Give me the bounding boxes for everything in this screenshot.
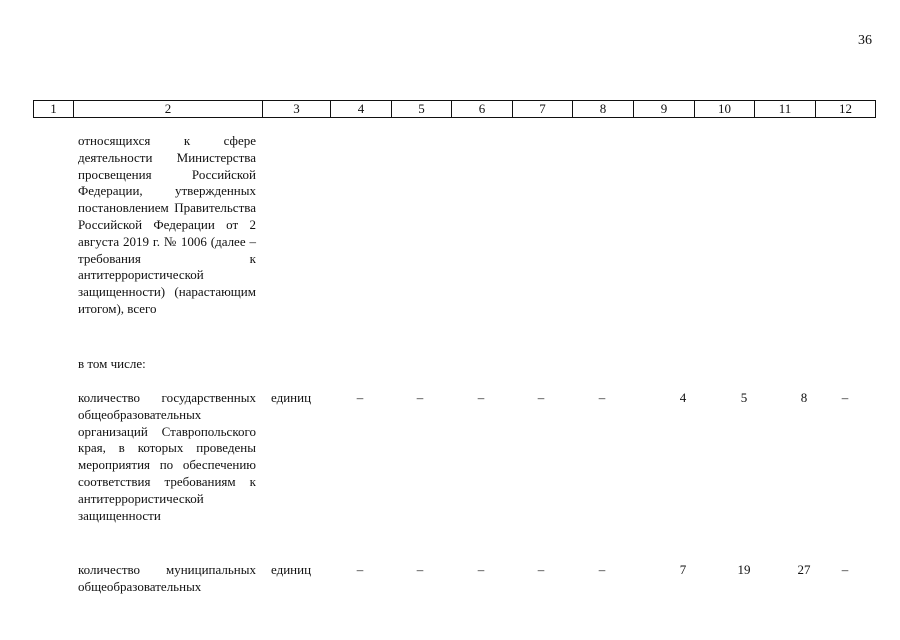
column-number-7: 7 (513, 101, 573, 118)
row-value-col11: 27 (797, 562, 811, 577)
column-number-8: 8 (573, 101, 634, 118)
row-value-col8: – (598, 562, 606, 577)
column-number-header (33, 100, 876, 118)
subheading-text: в том числе: (78, 356, 146, 371)
page-number: 36 (858, 33, 872, 48)
row-value-col12: – (841, 390, 849, 405)
column-number-10: 10 (695, 101, 755, 118)
row-value-col10: 5 (740, 390, 748, 405)
column-number-3: 3 (263, 101, 331, 118)
column-number-9: 9 (634, 101, 695, 118)
row-value-col10: 19 (737, 562, 751, 577)
column-number-12: 12 (816, 101, 876, 118)
column-number-5: 5 (392, 101, 452, 118)
continuation-text: относящихся к сфере деятельности Министерства просвещения Российской Федерации, утвержденных постановлением Правительства Российской Федерации от 2 августа 2019 г. № 1006 (далее – требования к антитеррористической защищенности) (нарастающим итогом), всего (78, 133, 256, 316)
row-value-col5: – (416, 390, 424, 405)
row-description: количество муниципальных общеобразовательных (78, 562, 256, 594)
row-value-col9: 7 (679, 562, 687, 577)
column-number-1: 1 (34, 101, 74, 118)
row-value-col11: 8 (800, 390, 808, 405)
row-value-col7: – (537, 390, 545, 405)
column-number-4: 4 (331, 101, 392, 118)
row-value-col6: – (477, 562, 485, 577)
row-value-col12: – (841, 562, 849, 577)
row-value-col4: – (356, 390, 364, 405)
column-number-6: 6 (452, 101, 513, 118)
row-value-col4: – (356, 562, 364, 577)
row-description: количество государственных общеобразовательных организаций Ставропольского края, в которых проведены мероприятия по обеспечению соответствия требованиям к антитеррористической защищенности (78, 390, 256, 523)
row-value-col8: – (598, 390, 606, 405)
row-value-col6: – (477, 390, 485, 405)
row-unit: единиц (271, 390, 312, 405)
row-value-col5: – (416, 562, 424, 577)
column-number-2: 2 (74, 101, 263, 118)
column-number-11: 11 (755, 101, 816, 118)
row-value-col9: 4 (679, 390, 687, 405)
row-value-col7: – (537, 562, 545, 577)
row-unit: единиц (271, 562, 312, 577)
